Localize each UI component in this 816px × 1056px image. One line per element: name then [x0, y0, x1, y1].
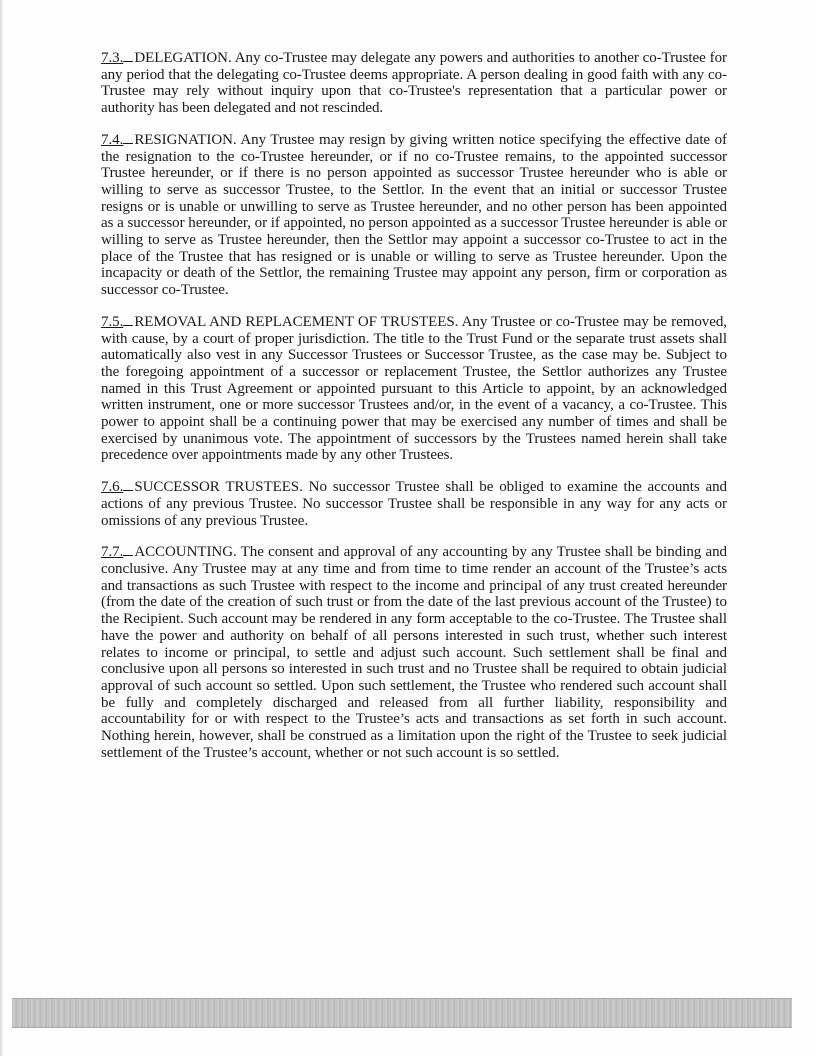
- section-number: 7.4.: [101, 131, 124, 148]
- section-text: ACCOUNTING. The consent and approval of any accounting by any Trustee shall be binding and conclusive. Any Trustee may at any time and from time to time render an account of the Trustee’s acts and transactions as such Trustee with respect to the income and principal of any trust created hereunder (from the date of the creation of such trust or from the date of the last previous account of the Trustee) to the Recipient. Such account may be rendered in any form acceptable to the co-Trustee. The Trustee shall have the power and authority on behalf of all persons interested in such trust, whether such interest relates to income or principal, to settle and adjust such account. Such settlement shall be final and conclusive upon all persons so interested in such trust and no Trustee shall be required to obtain judicial approval of such account so settled. Upon such settlement, the Trustee who rendered such account shall be fully and completely discharged and released from all further liability, responsibility and accountability for or with respect to the Trustee’s acts and transactions as set forth in such account. Nothing herein, however, shall be construed as a limitation upon the right of the Trustee to seek judicial settlement of the Trustee’s account, whether or not such account is so settled.: [101, 544, 727, 761]
- section-number-underline: [123, 314, 133, 326]
- section-number: 7.6.: [101, 479, 124, 496]
- section-7-5: [101, 314, 727, 464]
- section-7-3: [101, 50, 727, 117]
- section-7-4: [101, 132, 727, 299]
- section-number: 7.5.: [101, 313, 124, 330]
- section-number: 7.7.: [101, 544, 124, 561]
- section-number-underline: [123, 544, 133, 556]
- section-text: DELEGATION. Any co-Trustee may delegate any powers and authorities to another co-Trustee for any period that the delegating co-Trustee deems appropriate. A person dealing in good faith with any co-Trustee may rely without inquiry upon that co-Trustee's representation that a particular power or authority has been delegated and not rescinded.: [101, 50, 727, 117]
- section-number-underline: [123, 50, 133, 62]
- page-left-edge: [0, 0, 3, 1056]
- section-text: SUCCESSOR TRUSTEES. No successor Trustee shall be obliged to examine the accounts and actions of any previous Trustee. No successor Trustee shall be responsible in any way for any acts or omissions of any previous Trustee.: [101, 479, 727, 529]
- section-7-7: [101, 544, 727, 761]
- section-text: RESIGNATION. Any Trustee may resign by giving written notice specifying the effective date of the resignation to the co-Trustee hereunder, or if no co-Trustee remains, to the appointed successor Trustee hereunder, or if there is no person appointed as successor Trustee hereunder who is able or willing to serve as successor Trustee, to the Settlor. In the event that an initial or successor Trustee resigns or is unable or unwilling to serve as Trustee hereunder, and no other person has been appointed as a successor hereunder, or if appointed, no person appointed as a successor Trustee hereunder is able or willing to serve as Trustee hereunder, then the Settlor may appoint a successor co-Trustee to act in the place of the Trustee that has resigned or is unable or willing to serve as Trustee hereunder. Upon the incapacity or death of the Settlor, the remaining Trustee may appoint any person, firm or corporation as successor co-Trustee.: [101, 131, 727, 299]
- scan-footer-bar: [12, 998, 792, 1028]
- section-number-underline: [123, 479, 133, 491]
- section-text: REMOVAL AND REPLACEMENT OF TRUSTEES. Any Trustee or co-Trustee may be removed, with cause, by a court of proper jurisdiction. The title to the Trust Fund or the separate trust assets shall automatically also vest in any Successor Trustees or Successor Trustee, as the case may be. Subject to the foregoing appointment of a successor or replacement Trustee, the Settlor authorizes any Trustee named in this Trust Agreement or appointed pursuant to this Article to appoint, by an acknowledged written instrument, one or more successor Trustees and/or, in the event of a vacancy, a co-Trustee. This power to appoint shall be a continuing power that may be exercised any number of times and shall be exercised by unanimous vote. The appointment of successors by the Trustees named herein shall take precedence over appointments made by any other Trustees.: [101, 313, 727, 464]
- section-number-underline: [123, 132, 133, 144]
- document-body: [101, 50, 727, 776]
- section-number: 7.3.: [101, 50, 124, 66]
- section-7-6: [101, 479, 727, 529]
